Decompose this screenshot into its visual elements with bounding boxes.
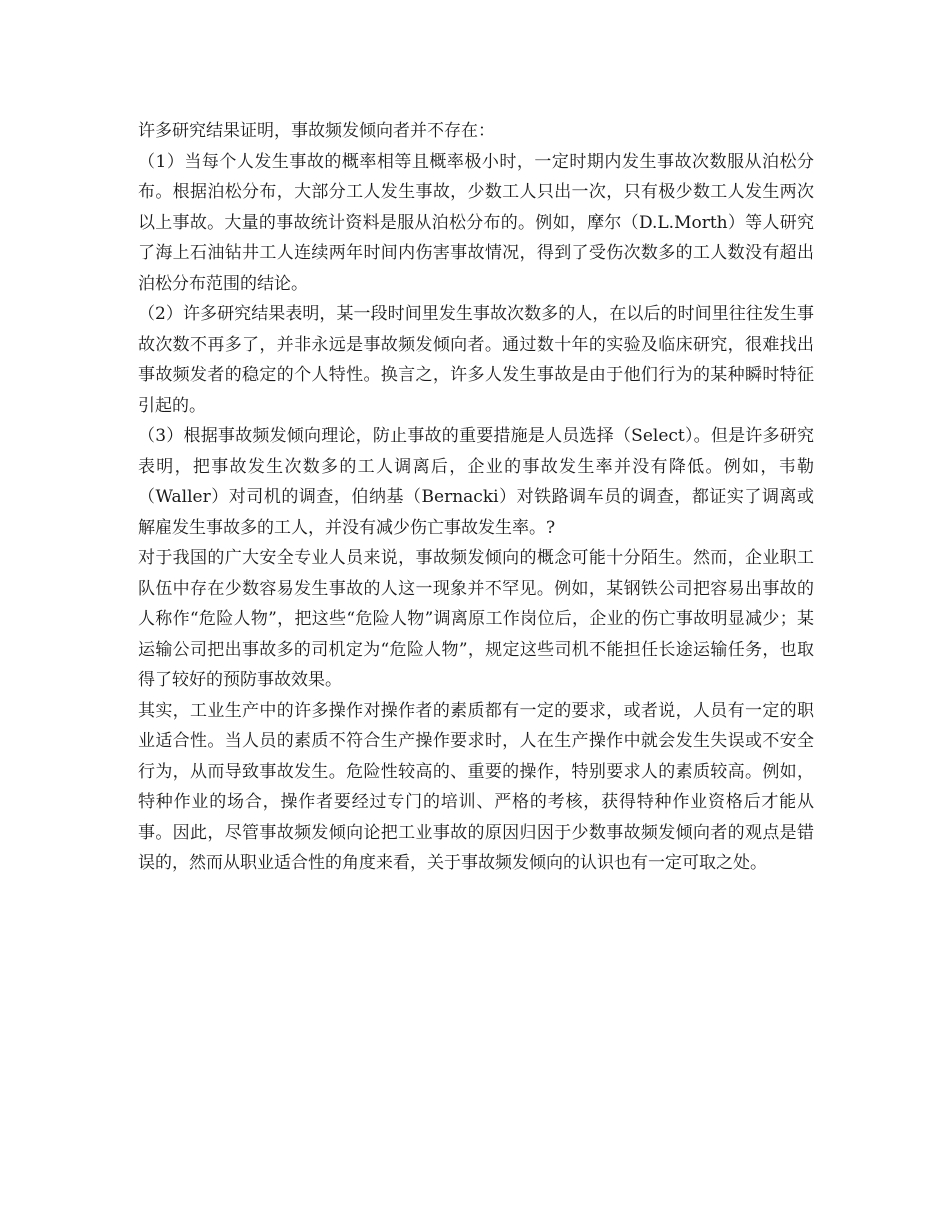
paragraph-point-3: （3）根据事故频发倾向理论，防止事故的重要措施是人员选择（Select）。但是许多研究表明，把事故发生次数多的工人调离后，企业的事故发生率并没有降低。例如，韦勒（Waller）对司机的调查，伯纳基（Bernacki）对铁路调车员的调查，都证实了调离或解雇发生事故多的工人，并没有减少伤亡事故发生率。? — [138, 426, 814, 538]
paragraph-point-1: （1）当每个人发生事故的概率相等且概率极小时，一定时期内发生事故次数服从泊松分布。根据泊松分布，大部分工人发生事故，少数工人只出一次，只有极少数工人发生两次以上事故。大量的事故统计资料是服从泊松分布的。例如，摩尔（D.L.Morth）等人研究了海上石油钻井工人连续两年时间内伤害事故情况，得到了受伤次数多的工人数没有超出泊松分布范围的结论。 — [138, 151, 814, 294]
paragraph-china-context: 对于我国的广大安全专业人员来说，事故频发倾向的概念可能十分陌生。然而，企业职工队伍中存在少数容易发生事故的人这一现象并不罕见。例如，某钢铁公司把容易出事故的人称作“危险人物”，把这些“危险人物”调离原工作岗位后，企业的伤亡事故明显减少；某运输公司把出事故多的司机定为“危险人物”，规定这些司机不能担任长途运输任务，也取得了较好的预防事故效果。 — [138, 548, 814, 690]
paragraph-point-2: （2）许多研究结果表明，某一段时间里发生事故次数多的人，在以后的时间里往往发生事故次数不再多了，并非永远是事故频发倾向者。通过数十年的实验及临床研究，很难找出事故频发者的稳定的个人特性。换言之，许多人发生事故是由于他们行为的某种瞬时特征引起的。 — [138, 304, 814, 416]
paragraph-intro: 许多研究结果证明，事故频发倾向者并不存在： — [138, 121, 495, 141]
paragraph-conclusion: 其实，工业生产中的许多操作对操作者的素质都有一定的要求，或者说，人员有一定的职业适合性。当人员的素质不符合生产操作要求时，人在生产操作中就会发生失误或不安全行为，从而导致事故发生。危险性较高的、重要的操作，特别要求人的素质较高。例如，特种作业的场合，操作者要经过专门的培训、严格的考核，获得特种作业资格后才能从事。因此，尽管事故频发倾向论把工业事故的原因归因于少数事故频发倾向者的观点是错误的，然而从职业适合性的角度来看，关于事故频发倾向的认识也有一定可取之处。 — [138, 700, 814, 873]
document-body — [138, 116, 814, 879]
